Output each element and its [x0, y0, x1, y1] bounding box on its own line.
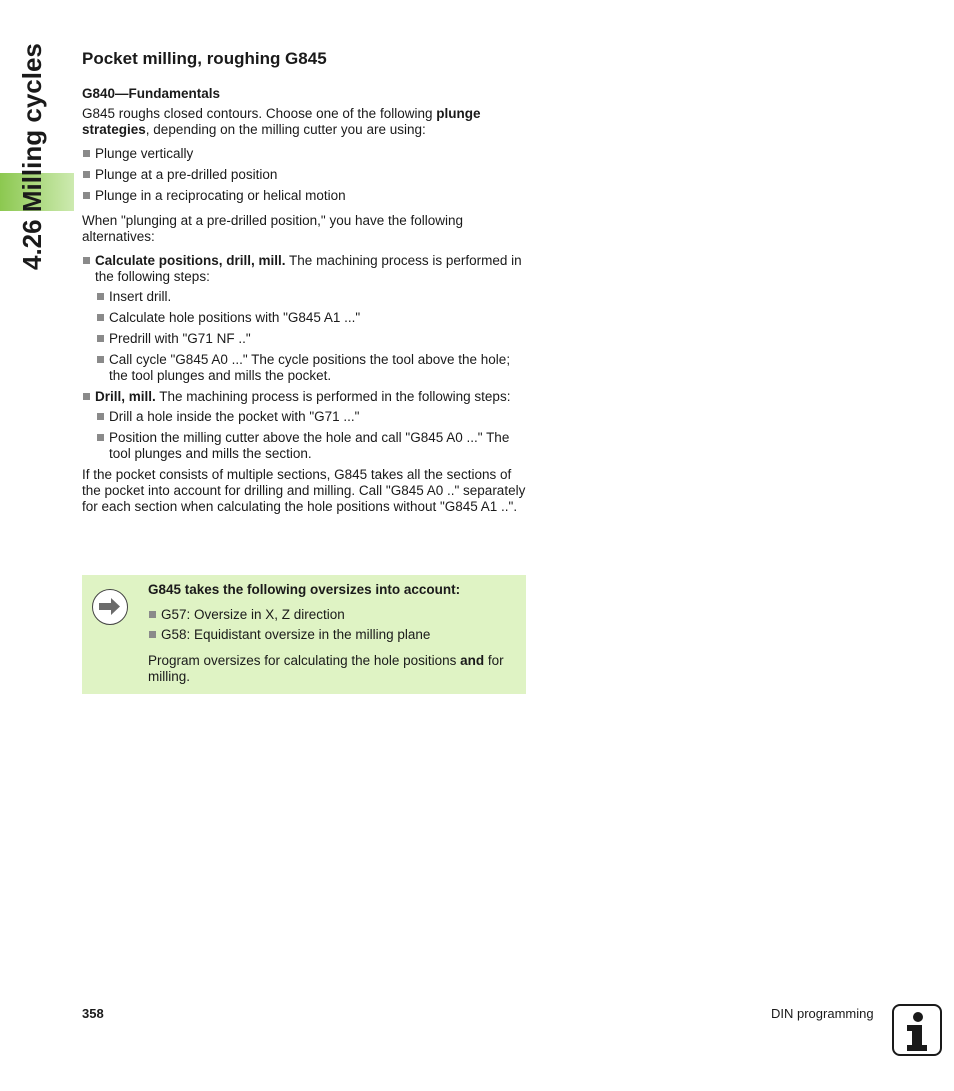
note-title: G845 takes the following oversizes into account:	[148, 582, 461, 597]
list-item: Call cycle "G845 A0 ..." The cycle positions the tool above the hole; the tool plunges and mills the pocket.	[96, 352, 527, 384]
main-content	[82, 48, 527, 515]
alt2-steps	[96, 409, 527, 462]
note-footer: Program oversizes for calculating the hole positions and for milling.	[148, 653, 504, 684]
list-item: Plunge vertically	[82, 146, 527, 162]
sections-paragraph: If the pocket consists of multiple sections, G845 takes all the sections of the pocket into account for drilling and milling. Call "G845 A0 .." separately for each section when calculating the hole positions without "G845 A1 ..".	[82, 467, 526, 514]
list-item-alt2: Drill, mill. The machining process is performed in the following steps: Drill a hole inside the pocket with "G71 ..." Position the milling cutter above the hole and call "G845 A0 ..." The tool plunges and mills the section.	[82, 389, 527, 462]
note-list	[148, 607, 518, 643]
arrow-right-icon	[92, 589, 128, 625]
alternatives-list	[82, 253, 527, 462]
predrilled-intro: When "plunging at a pre-drilled position," you have the following alternatives:	[82, 213, 464, 244]
page-heading: Pocket milling, roughing G845	[82, 49, 327, 68]
list-item: Drill a hole inside the pocket with "G71 ..."	[96, 409, 527, 425]
info-icon	[892, 1004, 942, 1056]
list-item: Predrill with "G71 NF .."	[96, 331, 527, 347]
list-item-alt1: Calculate positions, drill, mill. The machining process is performed in the following steps: Insert drill. Calculate hole positions with "G845 A1 ..." Predrill with "G71 NF .." Call cycle "G845 A0 ..." The cycle positions the tool above the hole; the tool plunges and mills the pocket.	[82, 253, 527, 384]
page-number: 358	[82, 1006, 104, 1021]
list-item: Calculate hole positions with "G845 A1 ..."	[96, 310, 527, 326]
note-body	[148, 582, 518, 685]
strategy-list	[82, 146, 527, 204]
note-box	[82, 575, 526, 694]
list-item: Insert drill.	[96, 289, 527, 305]
subheading: G840—Fundamentals	[82, 86, 221, 101]
list-item: G58: Equidistant oversize in the milling plane	[148, 627, 518, 643]
footer-section: DIN programming	[771, 1006, 874, 1021]
list-item: Position the milling cutter above the hole and call "G845 A0 ..." The tool plunges and mills the section.	[96, 430, 527, 462]
list-item: G57: Oversize in X, Z direction	[148, 607, 518, 623]
list-item: Plunge at a pre-drilled position	[82, 167, 527, 183]
alt1-steps	[96, 289, 527, 384]
list-item: Plunge in a reciprocating or helical motion	[82, 188, 527, 204]
intro-paragraph: G845 roughs closed contours. Choose one of the following plunge strategies, depending on the milling cutter you are using:	[82, 106, 481, 137]
